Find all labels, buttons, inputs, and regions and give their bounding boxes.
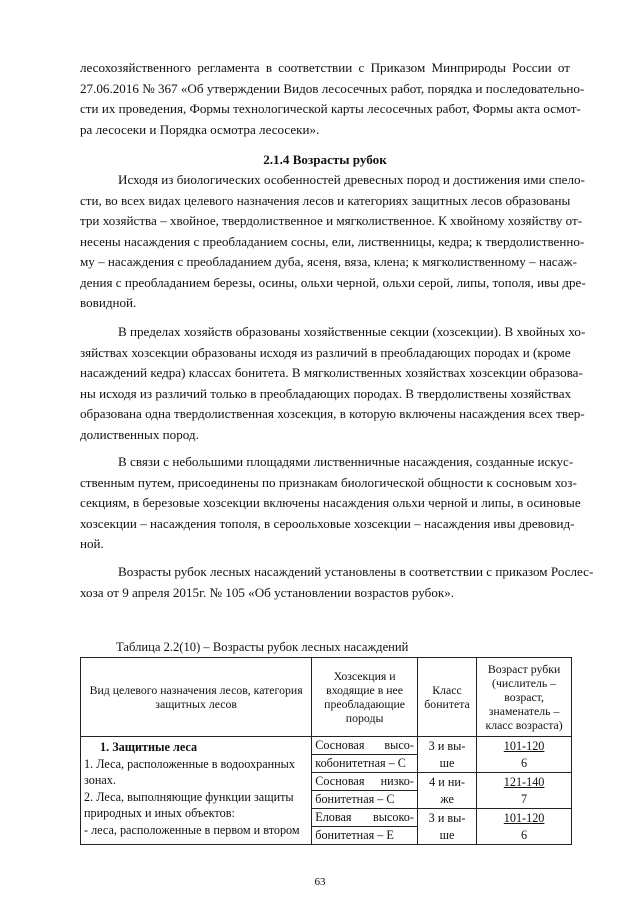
header-section: Хозсекция и входящие в нее преобладающие породы: [312, 658, 418, 737]
text-line: сти их проведения, Формы технологической карты лесосечных работ, Формы акта осмот-: [80, 101, 581, 116]
bonitet-line: 4 и ни-: [429, 774, 465, 789]
purpose-line: зонах.: [84, 773, 116, 787]
text-line: В пределах хозяйств образованы хозяйственные секции (хозсекции). В хвойных хо-: [118, 324, 586, 339]
text-line: вовидной.: [80, 295, 137, 310]
section-line: бонитетная – С: [315, 792, 395, 806]
text-line: му – насаждения с преобладанием дуба, ясеня, вяза, клена; к мягколиственному – насаж-: [80, 254, 577, 269]
bonitet-line: ше: [439, 827, 455, 842]
bonitet-line: ше: [439, 755, 455, 770]
bonitet-cell: [417, 773, 476, 809]
text-line: зяйствах хозсекции образованы исходя из различий в преобладающих породах и (кроме: [80, 344, 571, 360]
text-line: В связи с небольшими площадями лиственничные насаждения, созданные искус-: [118, 454, 574, 469]
text-line: ны исходя из различий только в преобладающих породах. В твердолиствены хозяйствах: [80, 385, 572, 401]
purpose-line: 1. Защитные леса: [100, 740, 198, 754]
page-number: 63: [314, 876, 326, 888]
section-line: Еловая высоко-: [312, 809, 417, 827]
section-line: Сосновая высо-: [312, 737, 417, 755]
text-line: ра лесосеки и Порядка осмотра лесосеки».: [80, 121, 320, 137]
text-line: 27.06.2016 № 367 «Об утверждении Видов лесосечных работ, порядка и последовательно-: [80, 80, 585, 96]
header-purpose: Вид целевого назначения лесов, категория защитных лесов: [81, 658, 312, 737]
bonitet-line: 3 и вы-: [428, 738, 466, 753]
bonitet-line: 3 и вы-: [428, 810, 466, 825]
text-line: лесохозяйственного регламента в соответствии с Приказом Минприроды России от: [80, 60, 570, 75]
paragraph-2: [80, 322, 586, 445]
age-cell: [477, 773, 572, 809]
section-cell: [312, 809, 418, 845]
section-line: Сосновая низко-: [312, 773, 417, 791]
section-line: кобонитетная – С: [315, 756, 406, 770]
age-numerator: 101-120: [503, 810, 545, 825]
text-line: несены насаждения с преобладанием сосны, ели, лиственницы, кедра; к твердолиственно-: [80, 233, 585, 249]
purpose-line: - леса, расположенные в первом и втором: [84, 822, 300, 837]
section-heading: 2.1.4 Возрасты рубок: [263, 152, 387, 167]
table-caption: Таблица 2.2(10) – Возрасты рубок лесных насаждений: [116, 640, 409, 654]
age-denominator: 6: [521, 755, 528, 770]
age-denominator: 6: [521, 827, 528, 842]
cutting-age-table: [80, 657, 572, 845]
text-line: ной.: [80, 536, 104, 551]
text-line: хозсекции – насаждения тополя, в сероольховые хозсекции – насаждения ивы древовид-: [80, 515, 575, 531]
purpose-line: 2. Леса, выполняющие функции защиты: [84, 789, 294, 804]
bonitet-line: же: [440, 791, 454, 806]
paragraph-4: [80, 562, 594, 603]
text-line: долиственных пород.: [80, 426, 199, 442]
text-line: дения с преобладанием березы, осины, ольхи черной, ольхи серой, липы, тополя, ивы дре-: [80, 274, 586, 290]
text-line: Возрасты рубок лесных насаждений установлены в соответствии с приказом Рослес-: [118, 564, 594, 579]
bonitet-cell: [417, 737, 476, 773]
purpose-cell: [81, 737, 312, 845]
section-line: бонитетная – Е: [315, 828, 394, 842]
age-cell: [477, 809, 572, 845]
text-line: ственным путем, присоединены по признакам биологической общности к сосновым хоз-: [80, 474, 577, 490]
age-cell: [477, 737, 572, 773]
intro-paragraph: [80, 58, 585, 140]
age-denominator: 7: [521, 791, 528, 806]
purpose-line: природных и иных объектов:: [84, 806, 235, 820]
table-row: [81, 737, 572, 773]
text-line: насаждений кедра) классах бонитета. В мягколиственных хозяйствах хозсекции образова-: [80, 365, 583, 380]
text-line: три хозяйства – хвойное, твердолиственное и мягколиственное. К хвойному хозяйству от-: [80, 213, 583, 228]
text-line: сти, во всех видах целевого назначения лесов и категориях защитных лесов образованы: [80, 192, 571, 208]
section-cell: [312, 737, 418, 773]
bonitet-cell: [417, 809, 476, 845]
paragraph-1: [80, 170, 586, 314]
header-bonitet: Класс бонитета: [417, 658, 476, 737]
text-line: образована одна твердолиственная хозсекция, в которую включены насаждения всех твер-: [80, 406, 585, 421]
text-line: Исходя из биологических особенностей древесных пород и достижения ими спело-: [118, 172, 585, 187]
paragraph-3: [80, 452, 581, 555]
text-line: хоза от 9 апреля 2015г. № 105 «Об установлении возрастов рубок».: [80, 584, 455, 600]
table-header-row: [81, 658, 572, 737]
purpose-line: 1. Леса, расположенные в водоохранных: [84, 756, 295, 771]
text-line: секциям, в березовые хозсекции включены насаждения ольхи черной и липы, в осиновые: [80, 495, 581, 510]
section-cell: [312, 773, 418, 809]
age-numerator: 121-140: [503, 774, 545, 789]
age-numerator: 101-120: [503, 738, 545, 753]
header-age: Возраст рубки (числитель – возраст, знаменатель – класс возраста): [477, 658, 572, 737]
